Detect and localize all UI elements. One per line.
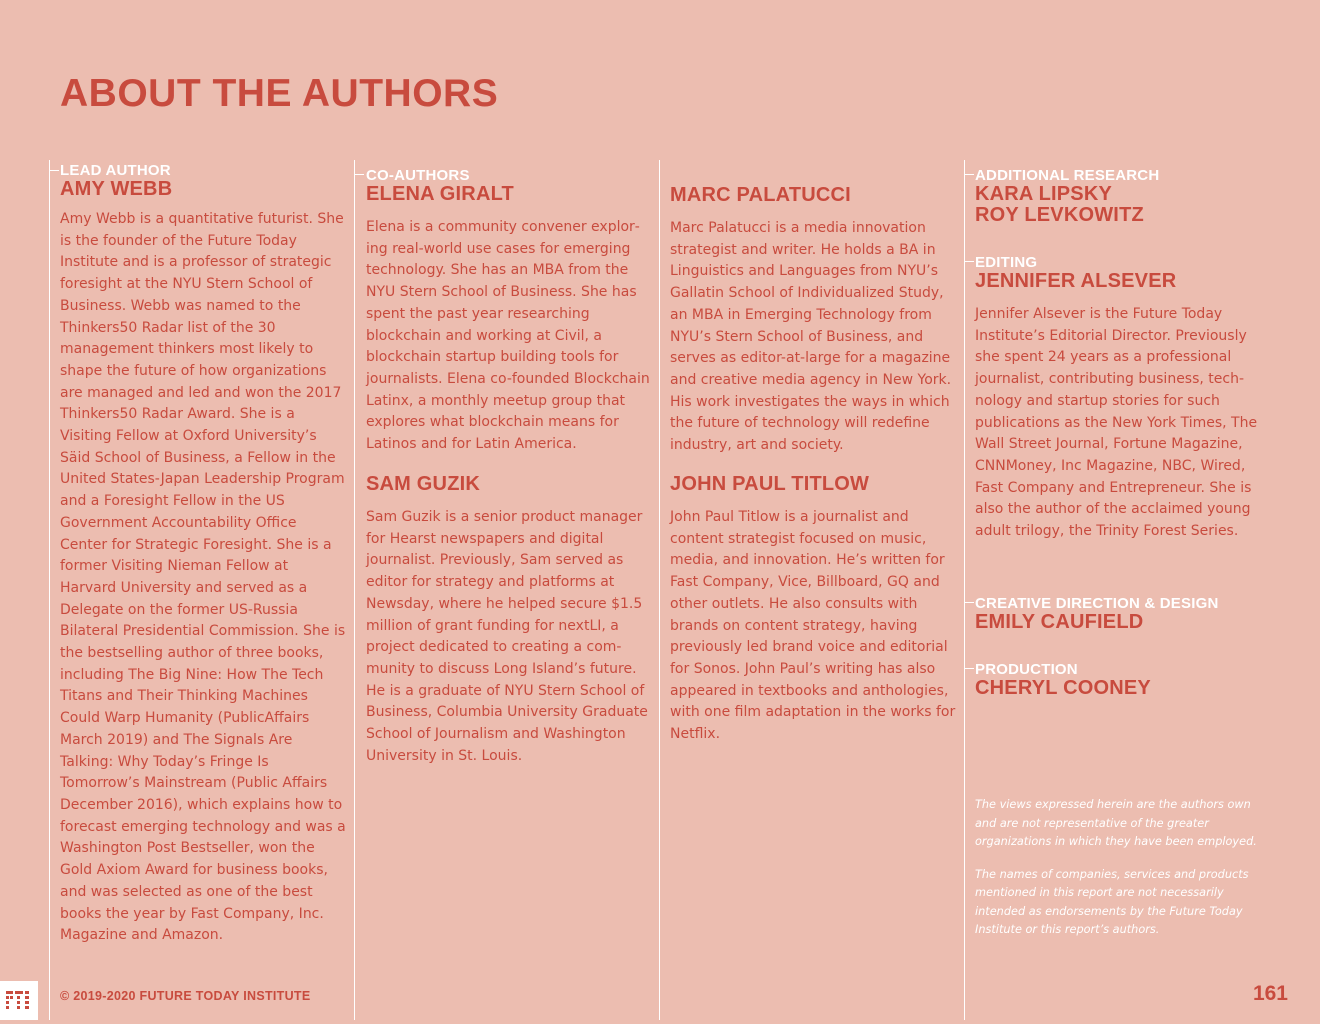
author-name: MARC PALATUCCI xyxy=(670,184,851,206)
column-divider xyxy=(964,160,965,1020)
author-name: SAM GUZIK xyxy=(366,473,481,495)
copyright: © 2019-2020 FUTURE TODAY INSTITUTE xyxy=(60,989,311,1003)
label-tick xyxy=(964,174,974,175)
section-label-additional-research: ADDITIONAL RESEARCH xyxy=(975,167,1160,184)
section-label-design: CREATIVE DIRECTION & DESIGN xyxy=(975,595,1219,612)
author-bio: Marc Palatucci is a media innovation strategist and writer. He holds a BA in Linguistics and Languages from NYU’s Gallatin School of Individualized Study, an MBA in Emerging Technology from NYU’s Stern School of Business, and serves as editor-at-large for a magazine and creative media agency in New York. His work investigates the ways in which the future of technology will redefine industry, art and society. xyxy=(670,220,952,454)
page-title: ABOUT THE AUTHORS xyxy=(60,72,499,115)
contributor-name: KARA LIPSKY xyxy=(975,183,1113,205)
contributor-name: EMILY CAUFIELD xyxy=(975,611,1144,633)
label-tick xyxy=(354,174,364,175)
author-bio: Elena is a community convener exploring real-world use cases for emerging technology. She has an MBA from the NYU Stern School of Business. She has spent the past year researching blockchain and working at Civil, a blockchain startup building tools for journalists. Elena co-founded Blockchain Latinx, a monthly meetup group that explores what blockchain means for Latinos and for Latin America. xyxy=(366,219,650,453)
author-name: ELENA GIRALT xyxy=(366,183,514,205)
author-name: AMY WEBB xyxy=(60,178,173,200)
label-tick xyxy=(964,668,974,669)
author-bio: Sam Guzik is a senior product manager for Hearst newspapers and digital journalist. Previously, Sam served as editor for strategy and platforms at Newsday, where he helped secure $1.5 million of grant funding for nextLI, a project dedicated to creating a community to discuss Long Island’s future. He is a graduate of NYU Stern School of Business, Columbia University Graduate School of Journalism and Washington University in St. Louis. xyxy=(366,509,648,764)
contributor-name: ROY LEVKOWITZ xyxy=(975,204,1144,226)
section-label-co-authors: CO-AUTHORS xyxy=(366,167,470,184)
column-divider xyxy=(659,160,660,1020)
section-label-production: PRODUCTION xyxy=(975,661,1078,678)
section-label-editing: EDITING xyxy=(975,254,1038,271)
disclaimer-endorsements: The names of companies, services and products mentioned in this report are not necessarily intended as endorsements by the Future Today Institute or this report’s authors. xyxy=(975,867,1249,936)
column-divider xyxy=(49,160,50,1020)
contributor-bio: Jennifer Alsever is the Future Today Institute’s Editorial Director. Previously she spent 24 years as a professional journalist, contributing business, technology and startup stories for such publications as the New York Times, The Wall Street Journal, Fortune Magazine, CNNMoney, Inc Magazine, NBC, Wired, Fast Company and Entrepreneur. She is also the author of the acclaimed young adult trilogy, the Trinity Forest Series. xyxy=(975,306,1258,540)
page-number: 161 xyxy=(1252,982,1288,1005)
label-tick xyxy=(49,170,59,171)
label-tick xyxy=(964,261,974,262)
disclaimer-views: The views expressed herein are the authors own and are not representative of the greater organizations in which they have been employed. xyxy=(975,798,1257,848)
section-label-lead-author: LEAD AUTHOR xyxy=(60,162,171,179)
contributor-name: JENNIFER ALSEVER xyxy=(975,270,1177,292)
fti-logo-icon xyxy=(0,981,38,1020)
label-tick xyxy=(964,602,974,603)
author-bio: John Paul Titlow is a journalist and content strategist focused on music, media, and innovation. He’s written for Fast Company, Vice, Billboard, GQ and other outlets. He also consults with brands on content strategy, having previously led brand voice and editorial for Sonos. John Paul’s writing has also appeared in textbooks and anthologies, with one film adaptation in the works for Netflix. xyxy=(670,509,956,743)
author-name: JOHN PAUL TITLOW xyxy=(670,473,870,495)
author-bio: Amy Webb is a quantitative futurist. She is the founder of the Future Today Institute and is a professor of strategic foresight at the NYU Stern School of Business. Webb was named to the Thinkers50 Radar list of the 30 management thinkers most likely to shape the future of how organizations are managed and led and won the 2017 Thinkers50 Radar Award. She is a Visiting Fellow at Oxford University’s Säid School of Business, a Fellow in the United States-Japan Leadership Program and a Foresight Fellow in the US Government Accountability Office Center for Strategic Foresight. She is a former Visiting Nieman Fellow at Harvard University and served as a Delegate on the former US-Russia Bilateral Presidential Commission. She is the bestselling author of three books, including The Big Nine: How The Tech Titans and Their Thinking Machines Could Warp Humanity (PublicAffairs March 2019) and The Signals Are Talking: Why Today’s Fringe Is Tomorrow’s Mainstream (Public Affairs December 2016), which explains how to forecast emerging technology and was a Washington Post Bestseller, won the Gold Axiom Award for business books, and was selected as one of the best books the year by Fast Company, Inc. Magazine and Amazon. xyxy=(60,211,346,944)
contributor-name: CHERYL COONEY xyxy=(975,677,1151,699)
column-divider xyxy=(354,160,355,1020)
